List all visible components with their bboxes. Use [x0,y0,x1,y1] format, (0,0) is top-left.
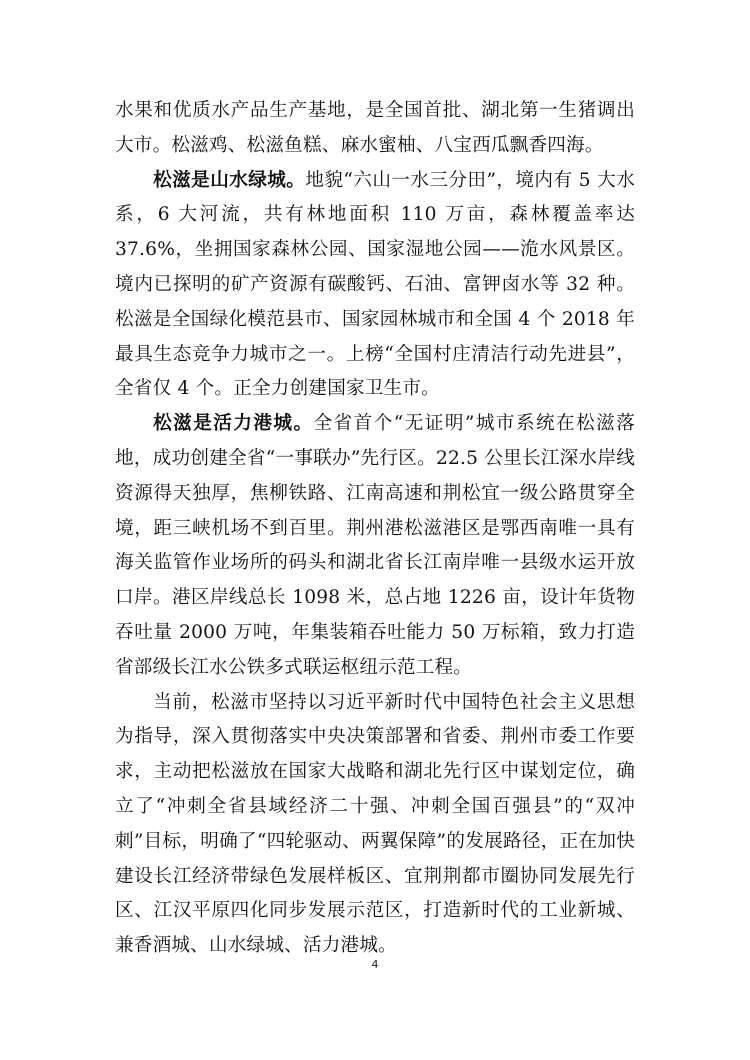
paragraph-continued [115,94,635,164]
paragraph-text: 水果和优质水产品生产基地，是全国首批、湖北第一生猪调出大市。松滋鸡、松滋鱼糕、麻水蜜柚、八宝西瓜飘香四海。 [115,100,635,156]
paragraph-lead: 松滋是山水绿城。 [153,169,306,191]
page-number: 4 [371,958,379,971]
paragraph-landscape-city [115,164,635,408]
paragraph-development-strategy [115,686,635,964]
paragraph-text: 地貌“六山一水三分田”，境内有 5 大水系，6 大河流，共有林地面积 110 万亩，森林覆盖率达 37.6%，坐拥国家森林公园、国家湿地公园——洈水风景区。境内已探明的矿产资源有碳酸钙、石油、富钾卤水等 32 种。松滋是全国绿化模范县市、国家园林城市和全国 4 个 2018 年最具生态竞争力城市之一。上榜“全国村庄清洁行动先进县”，全省仅 4 个。正全力创建国家卫生市。 [115,169,635,400]
paragraph-lead: 松滋是活力港城。 [153,413,314,435]
document-body [115,94,635,964]
paragraph-port-city [115,407,635,685]
paragraph-text: 全省首个“无证明”城市系统在松滋落地，成功创建全省“一事联办”先行区。22.5 公里长江深水岸线资源得天独厚，焦柳铁路、江南高速和荆松宜一级公路贯穿全境，距三峡机场不到百里。荆州港松滋港区是鄂西南唯一具有海关监管作业场所的码头和湖北省长江南岸唯一县级水运开放口岸。港区岸线总长 1098 米，总占地 1226 亩，设计年货物吞吐量 2000 万吨，年集装箱吞吐能力 50 万标箱，致力打造省部级长江水公铁多式联运枢纽示范工程。 [115,413,635,678]
paragraph-text: 当前，松滋市坚持以习近平新时代中国特色社会主义思想为指导，深入贯彻落实中央决策部署和省委、荆州市委工作要求，主动把松滋放在国家大战略和湖北先行区中谋划定位，确立了“冲刺全省县域经济二十强、冲刺全国百强县”的“双冲刺”目标，明确了“四轮驱动、两翼保障”的发展路径，正在加快建设长江经济带绿色发展样板区、宜荆荆都市圈协同发展先行区、江汉平原四化同步发展示范区，打造新时代的工业新城、兼香酒城、山水绿城、活力港城。 [115,691,635,957]
